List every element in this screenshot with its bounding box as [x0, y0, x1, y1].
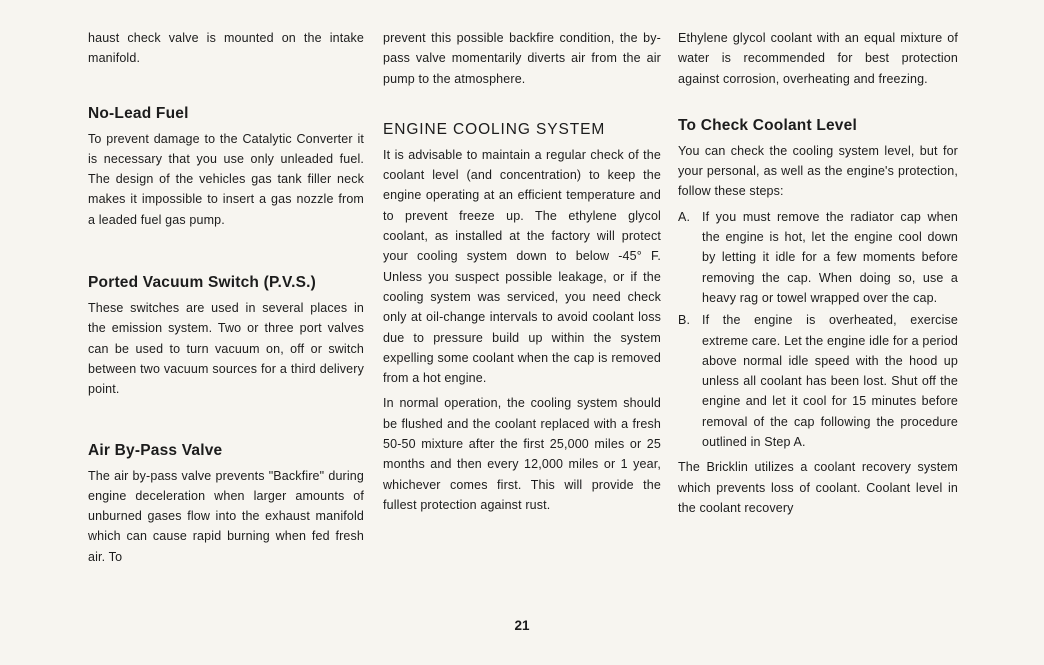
column-middle-intro: prevent this possible backfire condition, the by-pass valve momentarily diverts air from the air pump to the atmosphere.	[383, 31, 661, 86]
air-by-pass-valve-body: The air by-pass valve prevents "Backfire" during engine deceleration when larger amounts of unburned gases flow into the exhaust manifold which can cause rapid burning when fed fresh air. To	[88, 468, 364, 564]
heading-to-check-coolant-level: To Check Coolant Level	[678, 116, 857, 134]
step-a-text: If you must remove the radiator cap when the engine is hot, let the engine cool down by letting it idle for a few moments before removing the cap. When doing so, use a heavy rag or towel wrapped over the cap.	[702, 209, 958, 305]
engine-cooling-paragraph-1: It is advisable to maintain a regular check of the coolant level (and concentration) to keep the engine operating at an efficient temperature and to prevent freeze up. The ethylene glycol coolant, as installed at the factory will protect your cooling system down to below -45° F. Unless you suspect possible leakage, or if the cooling system was serviced, you need check only at oil-change intervals to avoid coolant loss due to pressure build up within the system expelling some coolant when the cap is removed from a hot engine.	[383, 147, 661, 386]
engine-cooling-paragraph-2: In normal operation, the cooling system should be flushed and the coolant replaced with a fresh 50-50 mixture after the first 25,000 miles or 25 months and then every 12,000 miles or 1 year, whichever comes first. This will provide the fullest protection against rust.	[383, 396, 661, 512]
column-left	[88, 28, 364, 567]
ported-vacuum-switch-body: These switches are used in several places in the emission system. Two or three port valves can be used to turn vacuum on, off or switch between two vacuum sources for a third delivery point.	[88, 301, 364, 397]
heading-ported-vacuum-switch: Ported Vacuum Switch (P.V.S.)	[88, 274, 317, 292]
heading-air-by-pass-valve: Air By-Pass Valve	[88, 441, 223, 459]
coolant-recovery-paragraph: The Bricklin utilizes a coolant recovery system which prevents loss of coolant. Coolant level in the coolant recovery	[678, 460, 958, 515]
column-right	[678, 28, 958, 518]
column-middle	[383, 28, 661, 515]
step-a	[678, 207, 958, 308]
step-b-letter: B.	[678, 313, 691, 328]
coolant-level-lead: You can check the cooling system level, but for your personal, as well as the engine's protection, follow these steps:	[678, 143, 958, 199]
heading-no-lead-fuel: No-Lead Fuel	[88, 104, 189, 122]
step-b	[678, 310, 958, 452]
no-lead-fuel-body: To prevent damage to the Catalytic Converter it is necessary that you use only unleaded fuel. The design of the vehicles gas tank filler neck makes it impossible to insert a gas nozzle from a leaded fuel gas pump.	[88, 131, 364, 227]
column-right-intro: Ethylene glycol coolant with an equal mixture of water is recommended for best protection against corrosion, overheating and freezing.	[678, 31, 958, 86]
column-left-intro: haust check valve is mounted on the intake manifold.	[88, 31, 364, 66]
heading-engine-cooling-system: ENGINE COOLING SYSTEM	[383, 120, 606, 138]
step-a-letter: A.	[678, 209, 691, 224]
step-b-text: If the engine is overheated, exercise extreme care. Let the engine idle for a period above normal idle speed with the hood up unless all coolant has been lost. Shut off the engine and let it cool for 15 minutes before removal of the cap following the procedure outlined in Step A.	[702, 313, 958, 450]
page-number: 21	[514, 618, 530, 633]
